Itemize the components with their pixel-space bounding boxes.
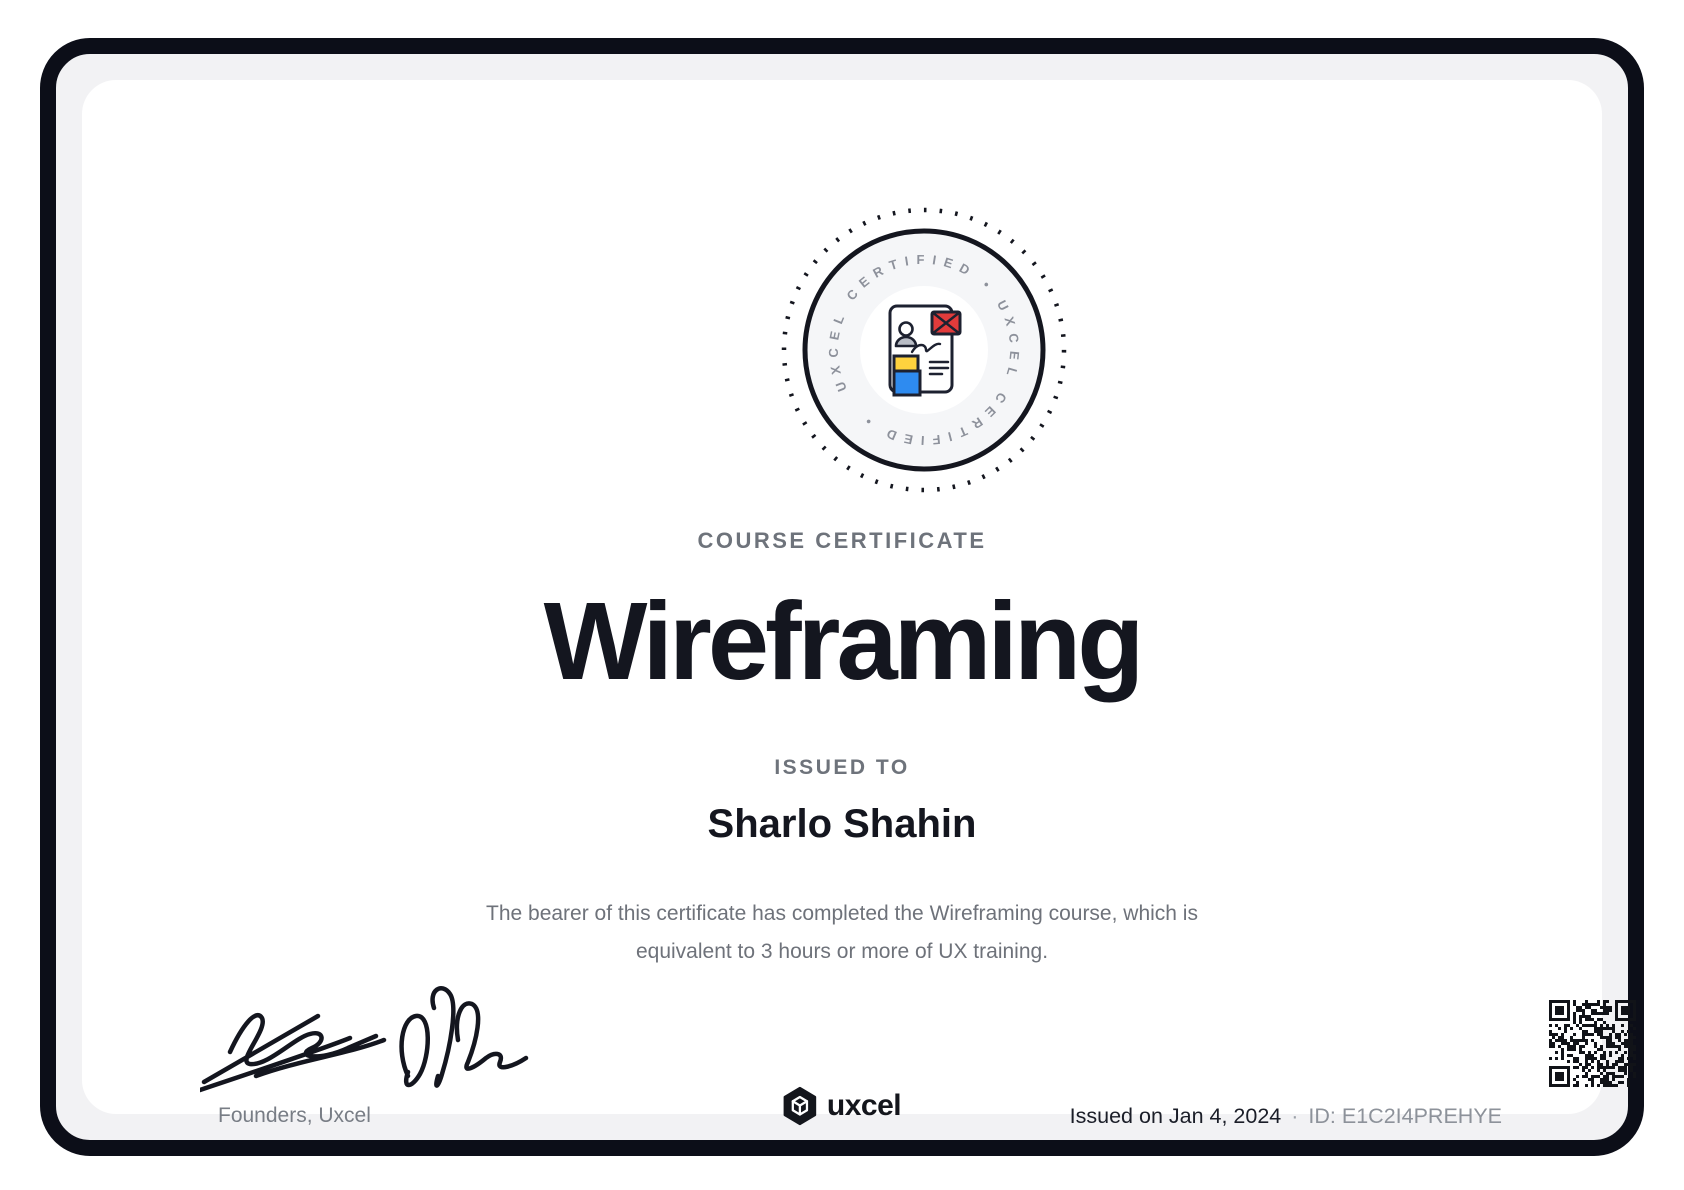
svg-text:UXCEL CERTIFIED • UXCEL CERTIF: UXCEL CERTIFIED • UXCEL CERTIFIED •	[825, 251, 1023, 449]
recipient-name: Sharlo Shahin	[707, 802, 977, 846]
certificate-frame	[40, 38, 1644, 1156]
issue-date: Issued on Jan 4, 2024	[1069, 1104, 1282, 1128]
description-line-1: The bearer of this certificate has completed the Wireframing course, which is	[486, 902, 1198, 925]
course-title: Wireframing	[543, 580, 1141, 703]
certificate-description	[82, 895, 1602, 971]
founders-signatures	[200, 978, 530, 1094]
uxcel-brand	[783, 1086, 901, 1126]
envelope-icon	[932, 312, 960, 334]
description-line-2: equivalent to 3 hours or more of UX training.	[635, 940, 1049, 963]
signature-1	[200, 1015, 384, 1090]
issue-info	[1070, 1104, 1502, 1129]
course-certificate-label: COURSE CERTIFICATE	[697, 528, 987, 553]
issued-to-label: ISSUED TO	[774, 756, 910, 779]
id-card-badge-icon	[884, 298, 964, 402]
signature-2	[402, 988, 526, 1085]
signature-caption: Founders, Uxcel	[218, 1104, 371, 1127]
blue-block	[894, 371, 920, 395]
uxcel-wordmark: uxcel	[826, 1089, 902, 1122]
certification-badge	[779, 205, 1069, 495]
qr-code	[1549, 1000, 1636, 1087]
certificate-card	[82, 80, 1602, 1128]
yellow-block	[894, 356, 918, 371]
uxcel-logo-icon	[783, 1086, 817, 1126]
certificate-id: ID: E1C2I4PREHYE	[1308, 1104, 1502, 1128]
person-icon	[896, 337, 916, 346]
separator-dot: ·	[1291, 1104, 1299, 1128]
